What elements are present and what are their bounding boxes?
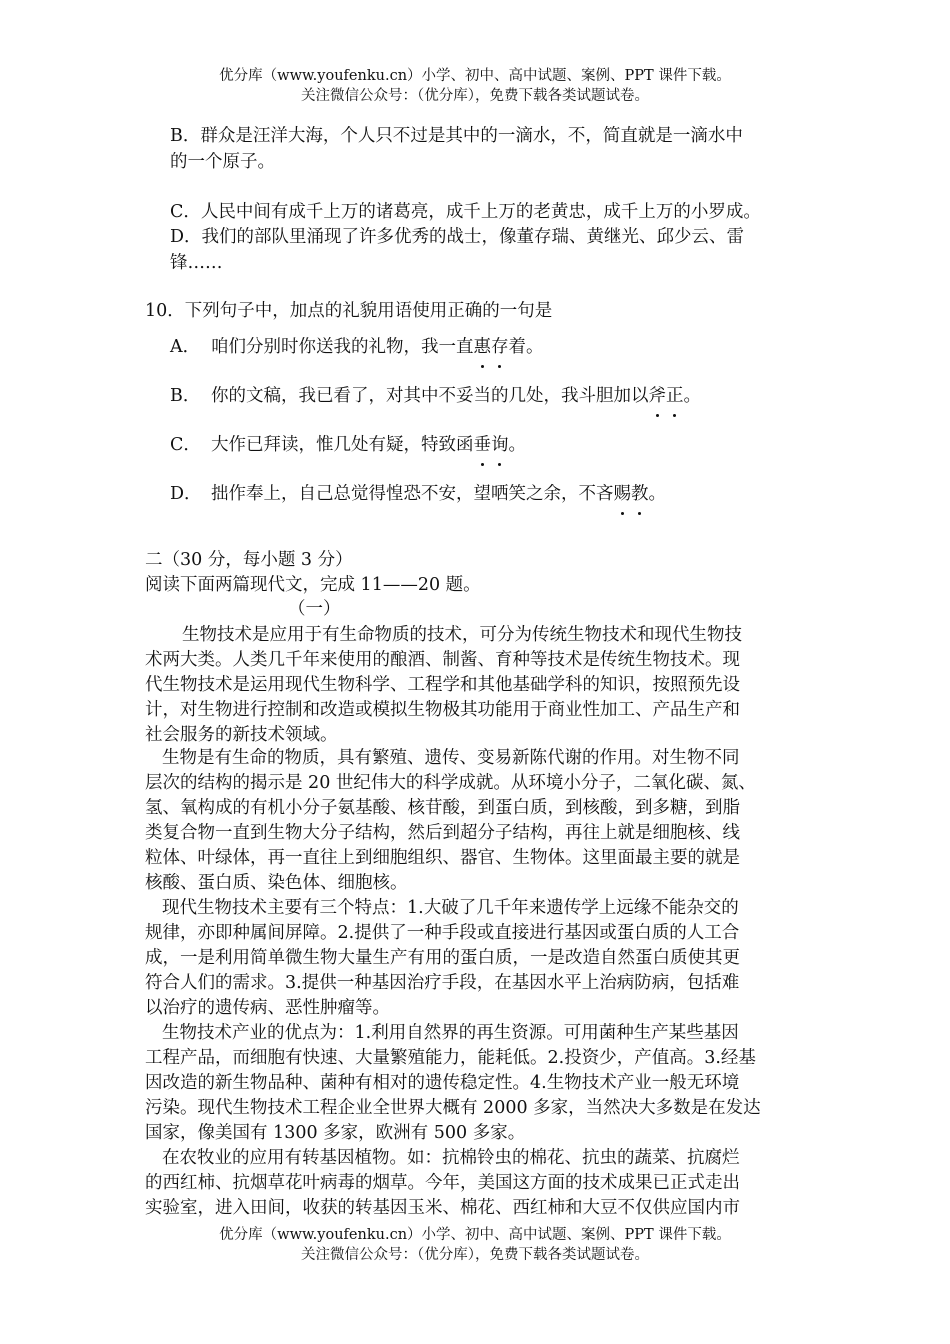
passage-p3-line-1: 现代生物技术主要有三个特点：1.大破了几千年来遗传学上远缘不能杂交的 (162, 898, 739, 918)
q10-option-c-dotted-2: 询 (491, 435, 509, 455)
passage-p1-line-1: 生物技术是应用于有生命物质的技术，可分为传统生物技术和现代生物技 (182, 625, 742, 645)
q10-option-a-dotted-2: 存 (491, 337, 509, 357)
passage-p2-line-6: 核酸、蛋白质、染色体、细胞核。 (145, 873, 408, 893)
section-2-heading: 二（30 分，每小题 3 分） (145, 550, 353, 570)
passage-p1-line-2: 术两大类。人类几千年来使用的酿酒、制酱、育种等技术是传统生物技术。现 (145, 650, 740, 670)
q10-option-c-tail: 。 (508, 435, 526, 455)
passage-p3-line-4: 符合人们的需求。3.提供一种基因治疗手段，在基因水平上治病防病，包括难 (145, 973, 740, 993)
q10-option-b-label: B． (170, 386, 201, 406)
q10-option-a-tail: 着。 (508, 337, 544, 357)
passage-p2-line-4: 类复合物一直到生物大分子结构，然后到超分子结构，再往上就是细胞核、线 (145, 823, 740, 843)
q10-option-b-dotted-2: 正 (666, 386, 684, 406)
q10-option-d-label: D． (170, 484, 202, 504)
passage-p4-line-4: 污染。现代生物技术工程企业全世界大概有 2000 多家，当然决大多数是在发达 (145, 1098, 761, 1118)
footer-line-1: 优分库（www.youfenku.cn）小学、初中、高中试题、案例、PPT 课件下载。 (219, 1227, 731, 1243)
page-footer (0, 1225, 950, 1265)
passage-p4-line-1: 生物技术产业的优点为：1.利用自然界的再生资源。可用菌种生产某些基因 (162, 1023, 739, 1043)
passage-p4-line-5: 国家，像美国有 1300 多家，欧洲有 500 多家。 (145, 1123, 526, 1143)
passage-p5-line-3: 实验室，进入田间，收获的转基因玉米、棉花、西红柿和大豆不仅供应国内市 (145, 1198, 740, 1218)
q10-option-d-tail: 。 (648, 484, 666, 504)
passage-p3-line-5: 以治疗的遗传病、恶性肿瘤等。 (145, 998, 390, 1018)
q10-option-b-dotted-1: 斧 (648, 386, 666, 406)
passage-p2-line-1: 生物是有生命的物质，具有繁殖、遗传、变易新陈代谢的作用。对生物不同 (162, 748, 740, 768)
q10-option-d (170, 482, 666, 506)
header-line-2: 关注微信公众号：（优分库），免费下载各类试题试卷。 (301, 88, 649, 104)
passage-p2-line-2: 层次的结构的揭示是 20 世纪伟大的科学成就。从环境小分子，二氧化碳、氮、 (145, 773, 756, 793)
q9-option-d-line-2: 锋…… (170, 253, 223, 273)
q10-option-c-dotted-1: 垂 (473, 435, 491, 455)
q10-option-b (170, 384, 701, 408)
q10-option-d-text: 拙作奉上，自己总觉得惶恐不安，望哂笑之余，不吝 (211, 484, 614, 504)
passage-p3-line-2: 规律，亦即种属间屏障。2.提供了一种手段或直接进行基因或蛋白质的人工合 (145, 923, 740, 943)
q10-option-b-text: 你的文稿，我已看了，对其中不妥当的几处，我斗胆加以 (211, 386, 649, 406)
passage-p3-line-3: 成，一是利用简单微生物大量生产有用的蛋白质，一是改造自然蛋白质使其更 (145, 948, 740, 968)
section-2-instruction: 阅读下面两篇现代文，完成 11——20 题。 (145, 575, 481, 595)
q10-option-a-text: 咱们分别时你送我的礼物，我一直 (211, 337, 474, 357)
footer-line-2: 关注微信公众号：（优分库），免费下载各类试题试卷。 (301, 1247, 649, 1263)
passage-p1-line-4: 计，对生物进行控制和改造或模拟生物极其功能用于商业性加工、产品生产和 (145, 700, 740, 720)
page-header (0, 66, 950, 106)
passage-p1-line-3: 代生物技术是运用现代生物科学、工程学和其他基础学科的知识，按照预先设 (145, 675, 740, 695)
q10-option-a-dotted-1: 惠 (473, 337, 491, 357)
q10-option-a (170, 335, 544, 359)
q9-option-b-line-2: 的一个原子。 (170, 152, 275, 172)
q10-option-c-text: 大作已拜读，惟几处有疑，特致函 (211, 435, 474, 455)
q10-option-a-label: A． (170, 337, 201, 357)
header-line-1: 优分库（www.youfenku.cn）小学、初中、高中试题、案例、PPT 课件下载。 (219, 68, 731, 84)
passage-p5-line-1: 在农牧业的应用有转基因植物。如：抗棉铃虫的棉花、抗虫的蔬菜、抗腐烂 (162, 1148, 740, 1168)
passage-p2-line-3: 氢、氧构成的有机小分子氨基酸、核苷酸，到蛋白质，到核酸，到多糖，到脂 (145, 798, 740, 818)
q9-option-d-line-1: D．我们的部队里涌现了许多优秀的战士，像董存瑞、黄继光、邱少云、雷 (170, 227, 745, 247)
q10-option-d-dotted-2: 教 (631, 484, 649, 504)
q10-option-c (170, 433, 526, 457)
q10-option-d-dotted-1: 赐 (613, 484, 631, 504)
passage-p4-line-3: 因改造的新生物品种、菌种有相对的遗传稳定性。4.生物技术产业一般无环境 (145, 1073, 740, 1093)
q10-option-b-tail: 。 (683, 386, 701, 406)
passage-p4-line-2: 工程产品，而细胞有快速、大量繁殖能力，能耗低。2.投资少，产值高。3.经基 (145, 1048, 756, 1068)
passage-subtitle: （一） (288, 599, 341, 619)
passage-p5-line-2: 的西红柿、抗烟草花叶病毒的烟草。今年，美国这方面的技术成果已正式走出 (145, 1173, 740, 1193)
passage-p1-line-5: 社会服务的新技术领域。 (145, 725, 338, 745)
q10-stem: 10．下列句子中，加点的礼貌用语使用正确的一句是 (145, 301, 553, 321)
q9-option-b-line-1: B．群众是汪洋大海，个人只不过是其中的一滴水，不，简直就是一滴水中 (170, 126, 743, 146)
q10-option-c-label: C． (170, 435, 201, 455)
passage-p2-line-5: 粒体、叶绿体，再一直往上到细胞组织、器官、生物体。这里面最主要的就是 (145, 848, 740, 868)
q9-option-c: C．人民中间有成千上万的诸葛亮，成千上万的老黄忠，成千上万的小罗成。 (170, 202, 761, 222)
